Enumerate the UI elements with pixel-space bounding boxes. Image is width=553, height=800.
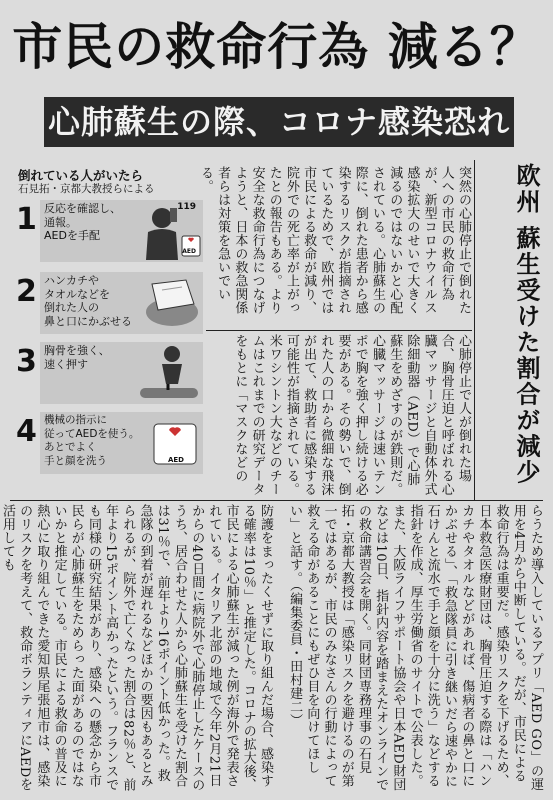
subhead-divider	[474, 160, 475, 500]
aed-device-icon	[148, 414, 202, 476]
article-lead: 突然の心肺停止で倒れた人への市民の救命行為が、新型コロナウイルス感染拡大のせいで大きく減るのではないかと心配されている。心肺蘇生の際に、倒れた患者から感染するリスクが指摘されているためで、欧州では市民による救命が減り、院外での死亡率が上がったとの報告もある。より安全な救命行為につなげようと、日本の救急関係者らは対策を急いでいる。	[197, 166, 471, 315]
step-number: 1	[16, 202, 37, 237]
section-subhead: 欧州 蘇生受けた割合が減少	[512, 163, 540, 486]
aed-label: AED	[182, 248, 196, 255]
towel-over-face-icon	[138, 274, 202, 336]
step-3	[12, 342, 204, 406]
illustration-panel	[12, 166, 204, 488]
chest-compression-icon	[132, 344, 202, 406]
section-divider	[10, 500, 543, 501]
step-text: 機械の指示に 従ってAEDを使う。 あとでよく 手と顔を洗う	[44, 414, 140, 467]
call-number-label: 119	[177, 202, 196, 212]
panel-credit: 石見拓・京都大教授らによる	[18, 183, 155, 195]
article-body-1: 心肺停止で人が倒れた場合、胸骨圧迫と呼ばれる心臓マッサージと自動体外式除細動器（AED）で心肺蘇生をめざすのが鉄則だ。心臓マッサージは速いテンポで胸を強く押し続ける必要がある。その勢いで、倒れた人の口から微細な飛沫が出て、救助者に感染する可能性が指摘されている。米ワシントン大などのチームはこれまでの研究データをもとに「マスクなどの	[232, 334, 471, 496]
panel-title: 倒れている人がいたら	[18, 168, 144, 183]
step-text: ハンカチや タオルなどを 倒れた人の 鼻と口にかぶせる	[44, 274, 132, 328]
column-divider	[206, 330, 472, 331]
step-number: 3	[16, 344, 37, 379]
headline: 市民の救命行為 減る？	[12, 18, 541, 76]
article-body-2: 防護をまったくせずに取り組んだ場合、感染する確率は10％」と推定した。コロナの拡大後、市民による心肺蘇生が減った例が海外で発表されている。イタリア北部の地域で今年2月21日からの40日間に病院外で心肺停止したケースのうち、居合わせた人から心肺蘇生を受けた割合は31％で、前年より16ポイント低かった。救急隊の到着が遅れるなどほかの要因もあるとみられるが、院外で亡くなった割合は82％と、前年より15ポイント高かったという。フランスでも同様の研究結果があり、感染への懸念から市民らが心肺蘇生をためらった面があるのではないかと推定している。市民による救命の普及に熱心に取り組んできた愛知県尾張旭市は、感染のリスクを考えて、救命ボランティアにAEDを活用しても	[0, 504, 273, 792]
step-number: 4	[16, 414, 37, 449]
aed-label: AED	[167, 456, 184, 464]
step-1	[12, 200, 204, 264]
article-body-3: らうため導入しているアプリ「AED GO」の運用を4月から中断している。だが、市民による救命行為は重要だ。感染リスクを下げるため、日本救急医療財団は、胸骨圧迫する際は「ハンカチやタオルなどがあれば、傷病者の鼻と口にかぶせる」、「救急隊員に引き継いだら速やかに石けんと流水で手と顔を十分に洗う」などする指針を作成、厚生労働省のサイトで公表した。また、大阪ライフサポート協会や日本AED財団などは10日、指針内容を踏まえたオンラインでの救命講習会を開く。同財団専務理事の石見拓・京都大教授は「感染リスクを避けるのが第一ではあるが、市民のみなさんの行動によって救える命があることにもぜひ目を向けてほしい」と話す。（編集委員・田村建二）	[287, 504, 543, 792]
step-text: 反応を確認し、 通報。 AEDを手配	[44, 202, 121, 242]
step-number: 2	[16, 274, 37, 309]
banner-subtitle: 心肺蘇生の際、コロナ感染恐れ	[44, 97, 514, 147]
step-2	[12, 272, 204, 336]
step-4	[12, 412, 204, 476]
step-text: 胸骨を強く、 速く押す	[44, 344, 110, 371]
